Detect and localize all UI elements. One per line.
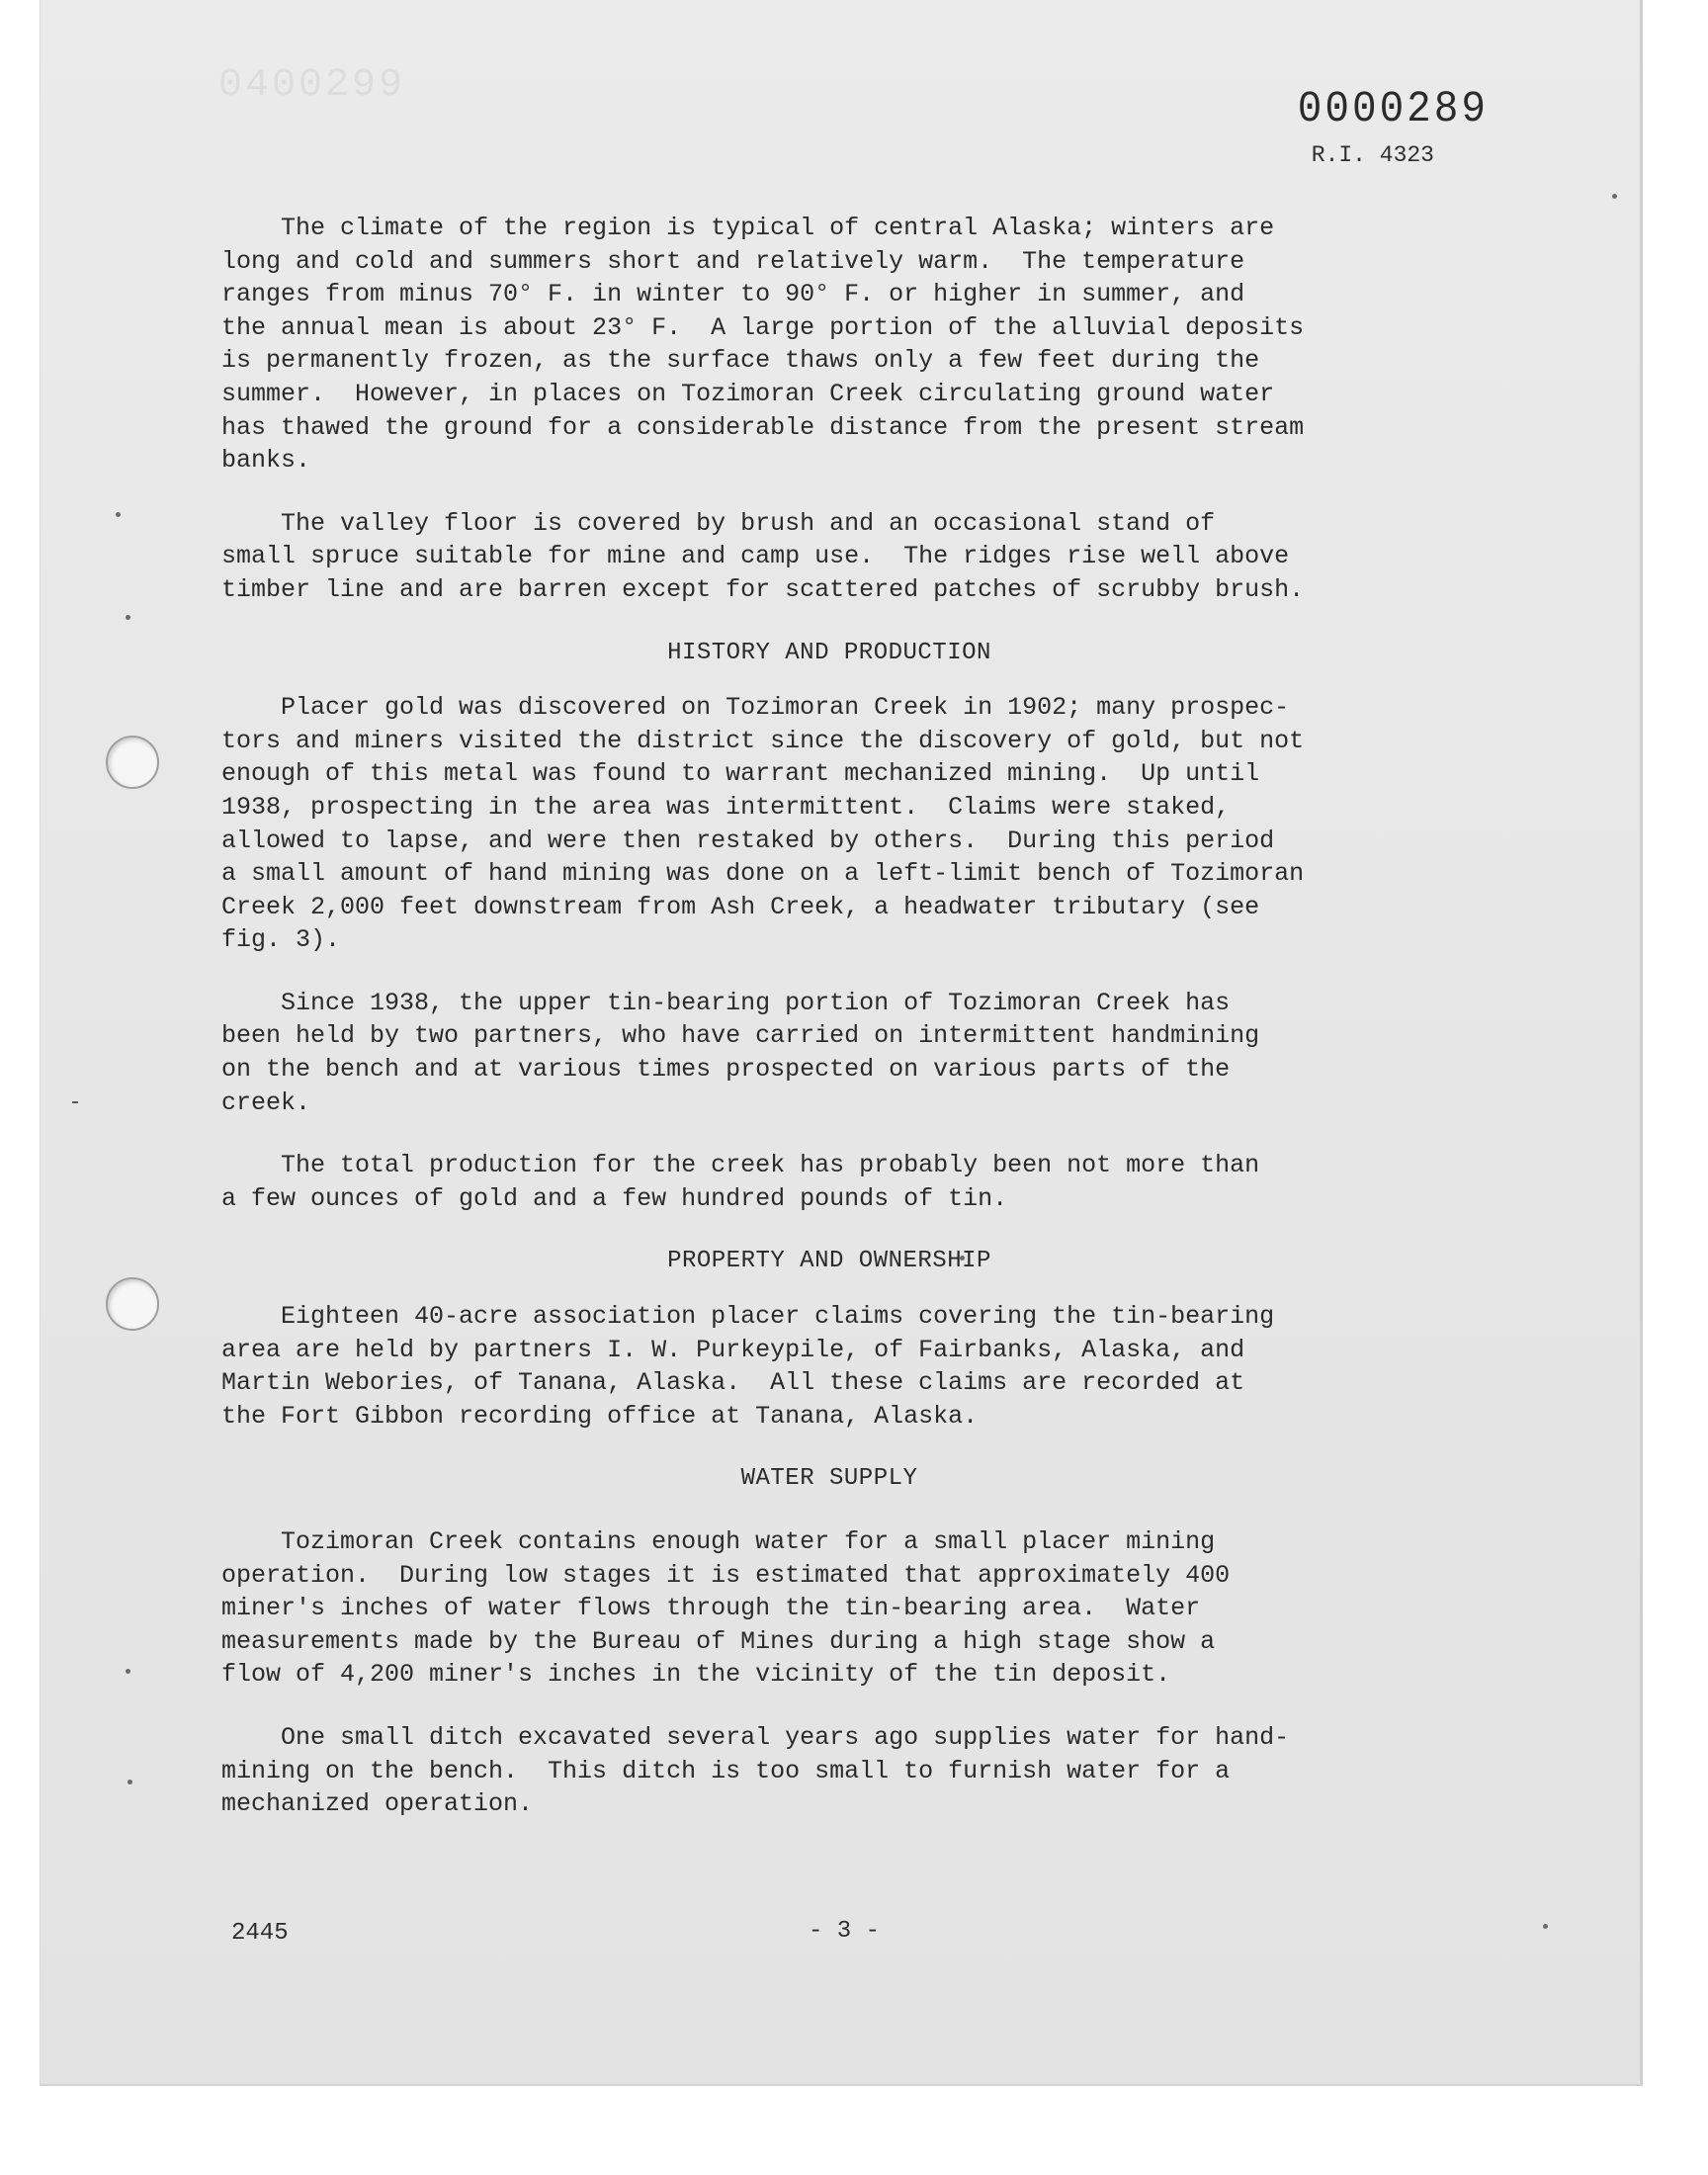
report-id: R.I. 4323 (1311, 142, 1434, 168)
water-paragraph-1: Tozimoran Creek contains enough water for a small placer mining operation. During low stages it is estimated that approximately 400 miner's inches of water flows through the tin-bearing area. Water measurements made by the Bureau of Mines during a high stage show a flow of 4,200 miner's inches in the vicinity of the tin deposit. (221, 1527, 1231, 1690)
page-number: - 3 - (809, 1918, 881, 1945)
paper-speck (128, 1780, 132, 1784)
history-paragraph-1: Placer gold was discovered on Tozimoran Creek in 1902; many prospec- tors and miners visited the district since the discovery of gold, but not enough of this metal was found to warrant mechanized mining. Up until 1938, prospecting in the area was intermittent. Claims were staked, allowed to lapse, and were then restaked by others. During this period a small amount of hand mining was done on a left-limit bench of Tozimoran Creek 2,000 feet downstream from Ash Creek, a headwater tributary (see fig. 3). (221, 693, 1305, 955)
paper-speck (1612, 194, 1617, 199)
show-through-text: 0400299 (218, 63, 406, 108)
property-paragraph: Eighteen 40-acre association placer claims covering the tin-bearing area are held by partners I. W. Purkeypile, of Fairbanks, Alaska, and Martin Webories, of Tanana, Alaska. All these claims are recorded at the Fort Gibbon recording office at Tanana, Alaska. (221, 1302, 1275, 1431)
punch-hole-upper (106, 736, 159, 789)
paper-speck (126, 615, 130, 620)
footer-code: 2445 (231, 1920, 289, 1947)
report-body (221, 212, 1437, 1851)
paper-speck (126, 1669, 130, 1674)
history-heading: HISTORY AND PRODUCTION (667, 639, 991, 666)
document-number: 0000289 (1297, 85, 1489, 134)
punch-hole-lower (106, 1277, 159, 1331)
climate-paragraph: The climate of the region is typical of central Alaska; winters are long and cold and summers short and relatively warm. The temperature ranges from minus 70° F. in winter to 90° F. or higher in summer, and the annual mean is about 23° F. A large portion of the alluvial deposits is permanently frozen, as the surface thaws only a few feet during the summer. However, in places on Tozimoran Creek circulating ground water has thawed the ground for a considerable distance from the present stream banks. (221, 214, 1305, 476)
history-paragraph-3: The total production for the creek has probably been not more than a few ounces of gold and a few hundred pounds of tin. (221, 1151, 1260, 1213)
history-paragraph-2: Since 1938, the upper tin-bearing portion of Tozimoran Creek has been held by two partners, who have carried on intermittent handmining on the bench and at various times prospected on various parts of the creek. (221, 988, 1260, 1117)
property-heading: PROPERTY AND OWNERSHIP (667, 1248, 991, 1275)
paper-mark (72, 1101, 78, 1103)
paper-speck (1543, 1924, 1548, 1929)
water-heading: WATER SUPPLY (740, 1465, 918, 1493)
paper-speck (116, 512, 121, 517)
valley-paragraph: The valley floor is covered by brush and an occasional stand of small spruce suitable for mine and camp use. The ridges rise well above timber line and are barren except for scattered patches of scrubby brush. (221, 508, 1305, 604)
water-paragraph-2: One small ditch excavated several years ago supplies water for hand- mining on the bench. This ditch is too small to furnish water for a mechanized operation. (221, 1722, 1290, 1819)
